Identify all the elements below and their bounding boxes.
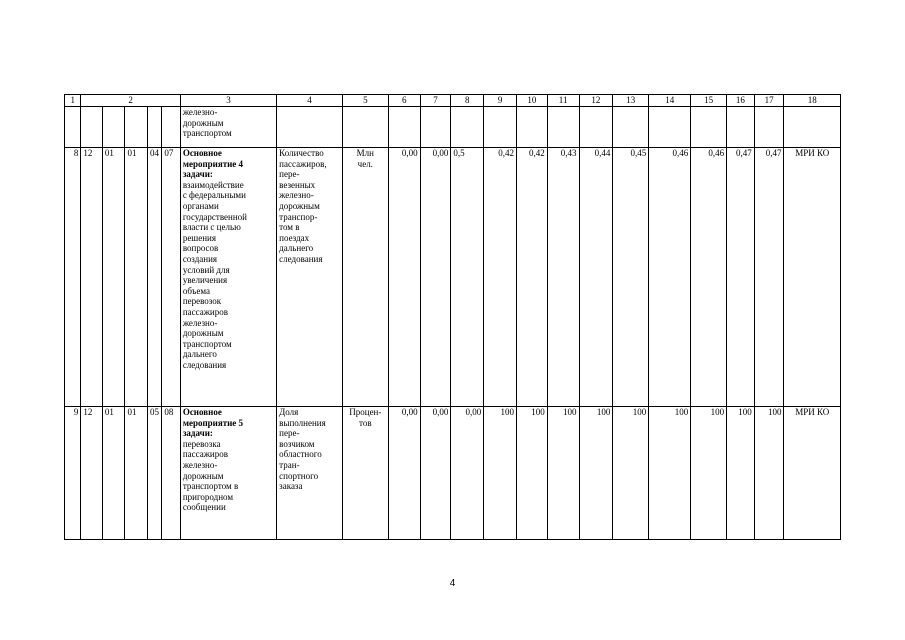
header-cell: 18	[784, 95, 841, 107]
header-cell: 5	[342, 95, 388, 107]
code-cell: 05	[148, 407, 162, 540]
code-cell: 01	[102, 407, 125, 540]
table-row	[65, 407, 841, 540]
activity-description: Основное мероприятие 5 задачи: перевозка пассажиров железно- дорожным транспортом в пригородном сообщении	[180, 407, 276, 540]
value-cell: 0,00	[420, 407, 451, 540]
continuation-row	[65, 107, 841, 148]
responsible-cell: МРИ КО	[784, 407, 841, 540]
code-cell: 12	[81, 148, 103, 407]
value-cell: 100	[484, 407, 517, 540]
value-cell: 0,46	[691, 148, 727, 407]
header-cell: 4	[277, 95, 343, 107]
value-cell: 0,42	[516, 148, 547, 407]
header-cell: 13	[613, 95, 649, 107]
value-cell: 0,45	[613, 148, 649, 407]
value-cell: 0,46	[649, 148, 691, 407]
header-cell: 7	[420, 95, 451, 107]
value-cell: 0,00	[451, 407, 484, 540]
unit-cell: Млн чел.	[342, 148, 388, 407]
value-cell: 0,00	[388, 407, 420, 540]
header-cell: 14	[649, 95, 691, 107]
code-cell: 04	[148, 148, 162, 407]
header-cell: 15	[691, 95, 727, 107]
value-cell: 100	[547, 407, 579, 540]
code-cell: 01	[102, 148, 125, 407]
value-cell: 0,47	[727, 148, 755, 407]
code-cell: 01	[125, 148, 148, 407]
value-cell: 100	[516, 407, 547, 540]
value-cell: 100	[691, 407, 727, 540]
indicator-name: Доля выполнения пере- возчиком областного тран- спортного заказа	[277, 407, 343, 540]
responsible-cell: МРИ КО	[784, 148, 841, 407]
value-cell: 0,47	[754, 148, 784, 407]
code-cell: 01	[125, 407, 148, 540]
header-cell: 17	[754, 95, 784, 107]
header-cell: 1	[65, 95, 81, 107]
value-cell: 100	[754, 407, 784, 540]
header-cell: 11	[547, 95, 579, 107]
header-cell: 9	[484, 95, 517, 107]
header-cell: 12	[579, 95, 613, 107]
code-cell: 12	[81, 407, 103, 540]
row-number: 9	[65, 407, 81, 540]
row-number: 8	[65, 148, 81, 407]
header-cell: 6	[388, 95, 420, 107]
indicators-table	[64, 94, 841, 540]
value-cell: 100	[727, 407, 755, 540]
indicator-name: Количество пассажиров, пере- везенных железно- дорожным транспор- том в поездах дальнего следования	[277, 148, 343, 407]
value-cell: 0,5	[451, 148, 484, 407]
header-cell: 8	[451, 95, 484, 107]
code-cell: 08	[162, 407, 180, 540]
continued-description: железно- дорожным транспортом	[180, 107, 276, 148]
page-number: 4	[449, 578, 456, 589]
code-cell: 07	[162, 148, 180, 407]
unit-cell: Процен- тов	[342, 407, 388, 540]
value-cell: 0,00	[388, 148, 420, 407]
header-cell: 16	[727, 95, 755, 107]
value-cell: 100	[579, 407, 613, 540]
value-cell: 0,42	[484, 148, 517, 407]
header-cell: 2	[81, 95, 180, 107]
table-row	[65, 148, 841, 407]
value-cell: 0,44	[579, 148, 613, 407]
header-cell: 10	[516, 95, 547, 107]
value-cell: 100	[613, 407, 649, 540]
value-cell: 0,43	[547, 148, 579, 407]
header-cell: 3	[180, 95, 276, 107]
header-row	[65, 95, 841, 107]
value-cell: 0,00	[420, 148, 451, 407]
activity-description: Основное мероприятие 4 задачи: взаимодействие с федеральными органами государственной власти с целью решения вопросов создания условий для увеличения объема перевозок пассажиров железно- дорожным транспортом дальнего следования	[180, 148, 276, 407]
value-cell: 100	[649, 407, 691, 540]
